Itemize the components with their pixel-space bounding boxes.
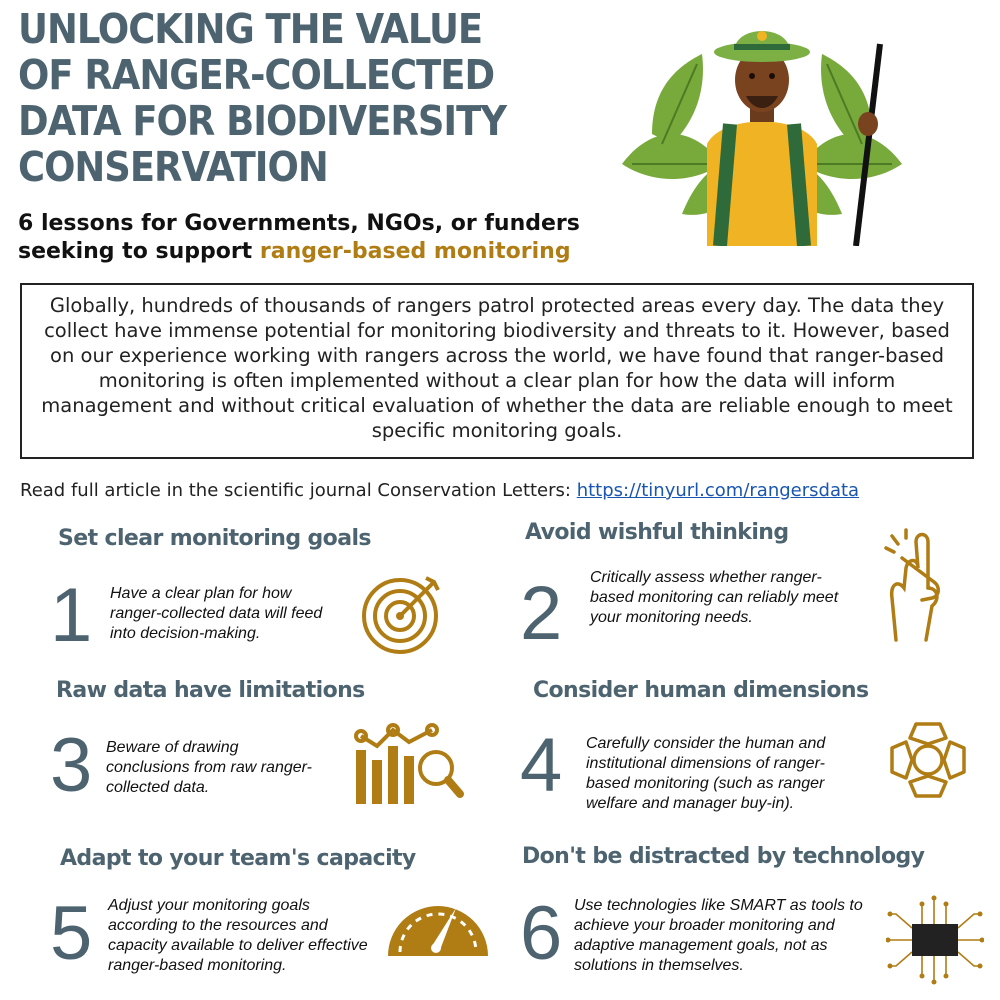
lesson-2-heading: Avoid wishful thinking	[525, 520, 789, 545]
lesson-1-text: Have a clear plan for how ranger-collected data will feed into decision-making.	[110, 585, 323, 642]
lesson-6-heading: Don't be distracted by technology	[522, 844, 925, 869]
subtitle-line-2	[18, 238, 658, 266]
lesson-6-number: 6	[520, 891, 563, 976]
subtitle-line-1: 6 lessons for Governments, NGOs, or funders	[18, 211, 580, 236]
lesson-4-number: 4	[520, 723, 563, 808]
read-full-text: Read full article in the scientific journal Conservation Letters:	[20, 480, 571, 501]
crossed-fingers-icon	[882, 528, 948, 644]
gauge-icon	[382, 884, 494, 960]
subtitle-prefix: seeking to support	[18, 239, 253, 264]
chart-magnifier-icon	[352, 720, 464, 806]
title-line-1: UNLOCKING THE VALUE	[18, 5, 483, 53]
lesson-3-number: 3	[50, 723, 93, 808]
title-line-4: CONSERVATION	[18, 143, 328, 191]
target-icon	[360, 570, 446, 656]
lesson-2-number: 2	[520, 571, 563, 656]
title-line-2: OF RANGER-COLLECTED	[18, 51, 495, 99]
lesson-4-heading: Consider human dimensions	[533, 678, 869, 703]
lesson-5-heading: Adapt to your team's capacity	[60, 846, 416, 871]
subtitle	[18, 210, 658, 266]
subtitle-accent: ranger-based monitoring	[259, 239, 571, 264]
lesson-3-text: Beware of drawing conclusions from raw ranger-collected data.	[106, 739, 313, 796]
title-line-3: DATA FOR BIODIVERSITY	[18, 97, 506, 145]
lesson-5-number: 5	[50, 891, 93, 976]
lesson-6-text: Use technologies like SMART as tools to achieve your broader monitoring and adaptive management goals, not as solutions in themselves.	[574, 897, 863, 974]
page-title	[18, 6, 578, 190]
lesson-5-text: Adjust your monitoring goals according to the resources and capacity available to deliver effective ranger-based monitoring.	[108, 897, 368, 974]
lesson-1-number: 1	[50, 573, 93, 658]
lesson-3-heading: Raw data have limitations	[56, 678, 365, 703]
chip-icon	[886, 894, 984, 986]
lesson-1-heading: Set clear monitoring goals	[58, 526, 371, 551]
intro-box: Globally, hundreds of thousands of rangers patrol protected areas every day. The data they collect have immense potential for monitoring biodiversity and threats to it. However, based on our experience working with rangers across the world, we have found that ranger-based monitoring is often implemented without a clear plan for how the data will inform management and without critical evaluation of whether the data are reliable enough to meet specific monitoring goals.	[20, 283, 974, 459]
article-link[interactable]: https://tinyurl.com/rangersdata	[576, 480, 860, 501]
lesson-4-text: Carefully consider the human and institutional dimensions of ranger-based monitoring (such as ranger welfare and manager buy-in).	[586, 735, 826, 812]
read-full-line	[20, 480, 980, 501]
joined-hands-icon	[880, 712, 976, 808]
lesson-2-text: Critically assess whether ranger-based monitoring can reliably meet your monitoring needs.	[590, 569, 839, 626]
